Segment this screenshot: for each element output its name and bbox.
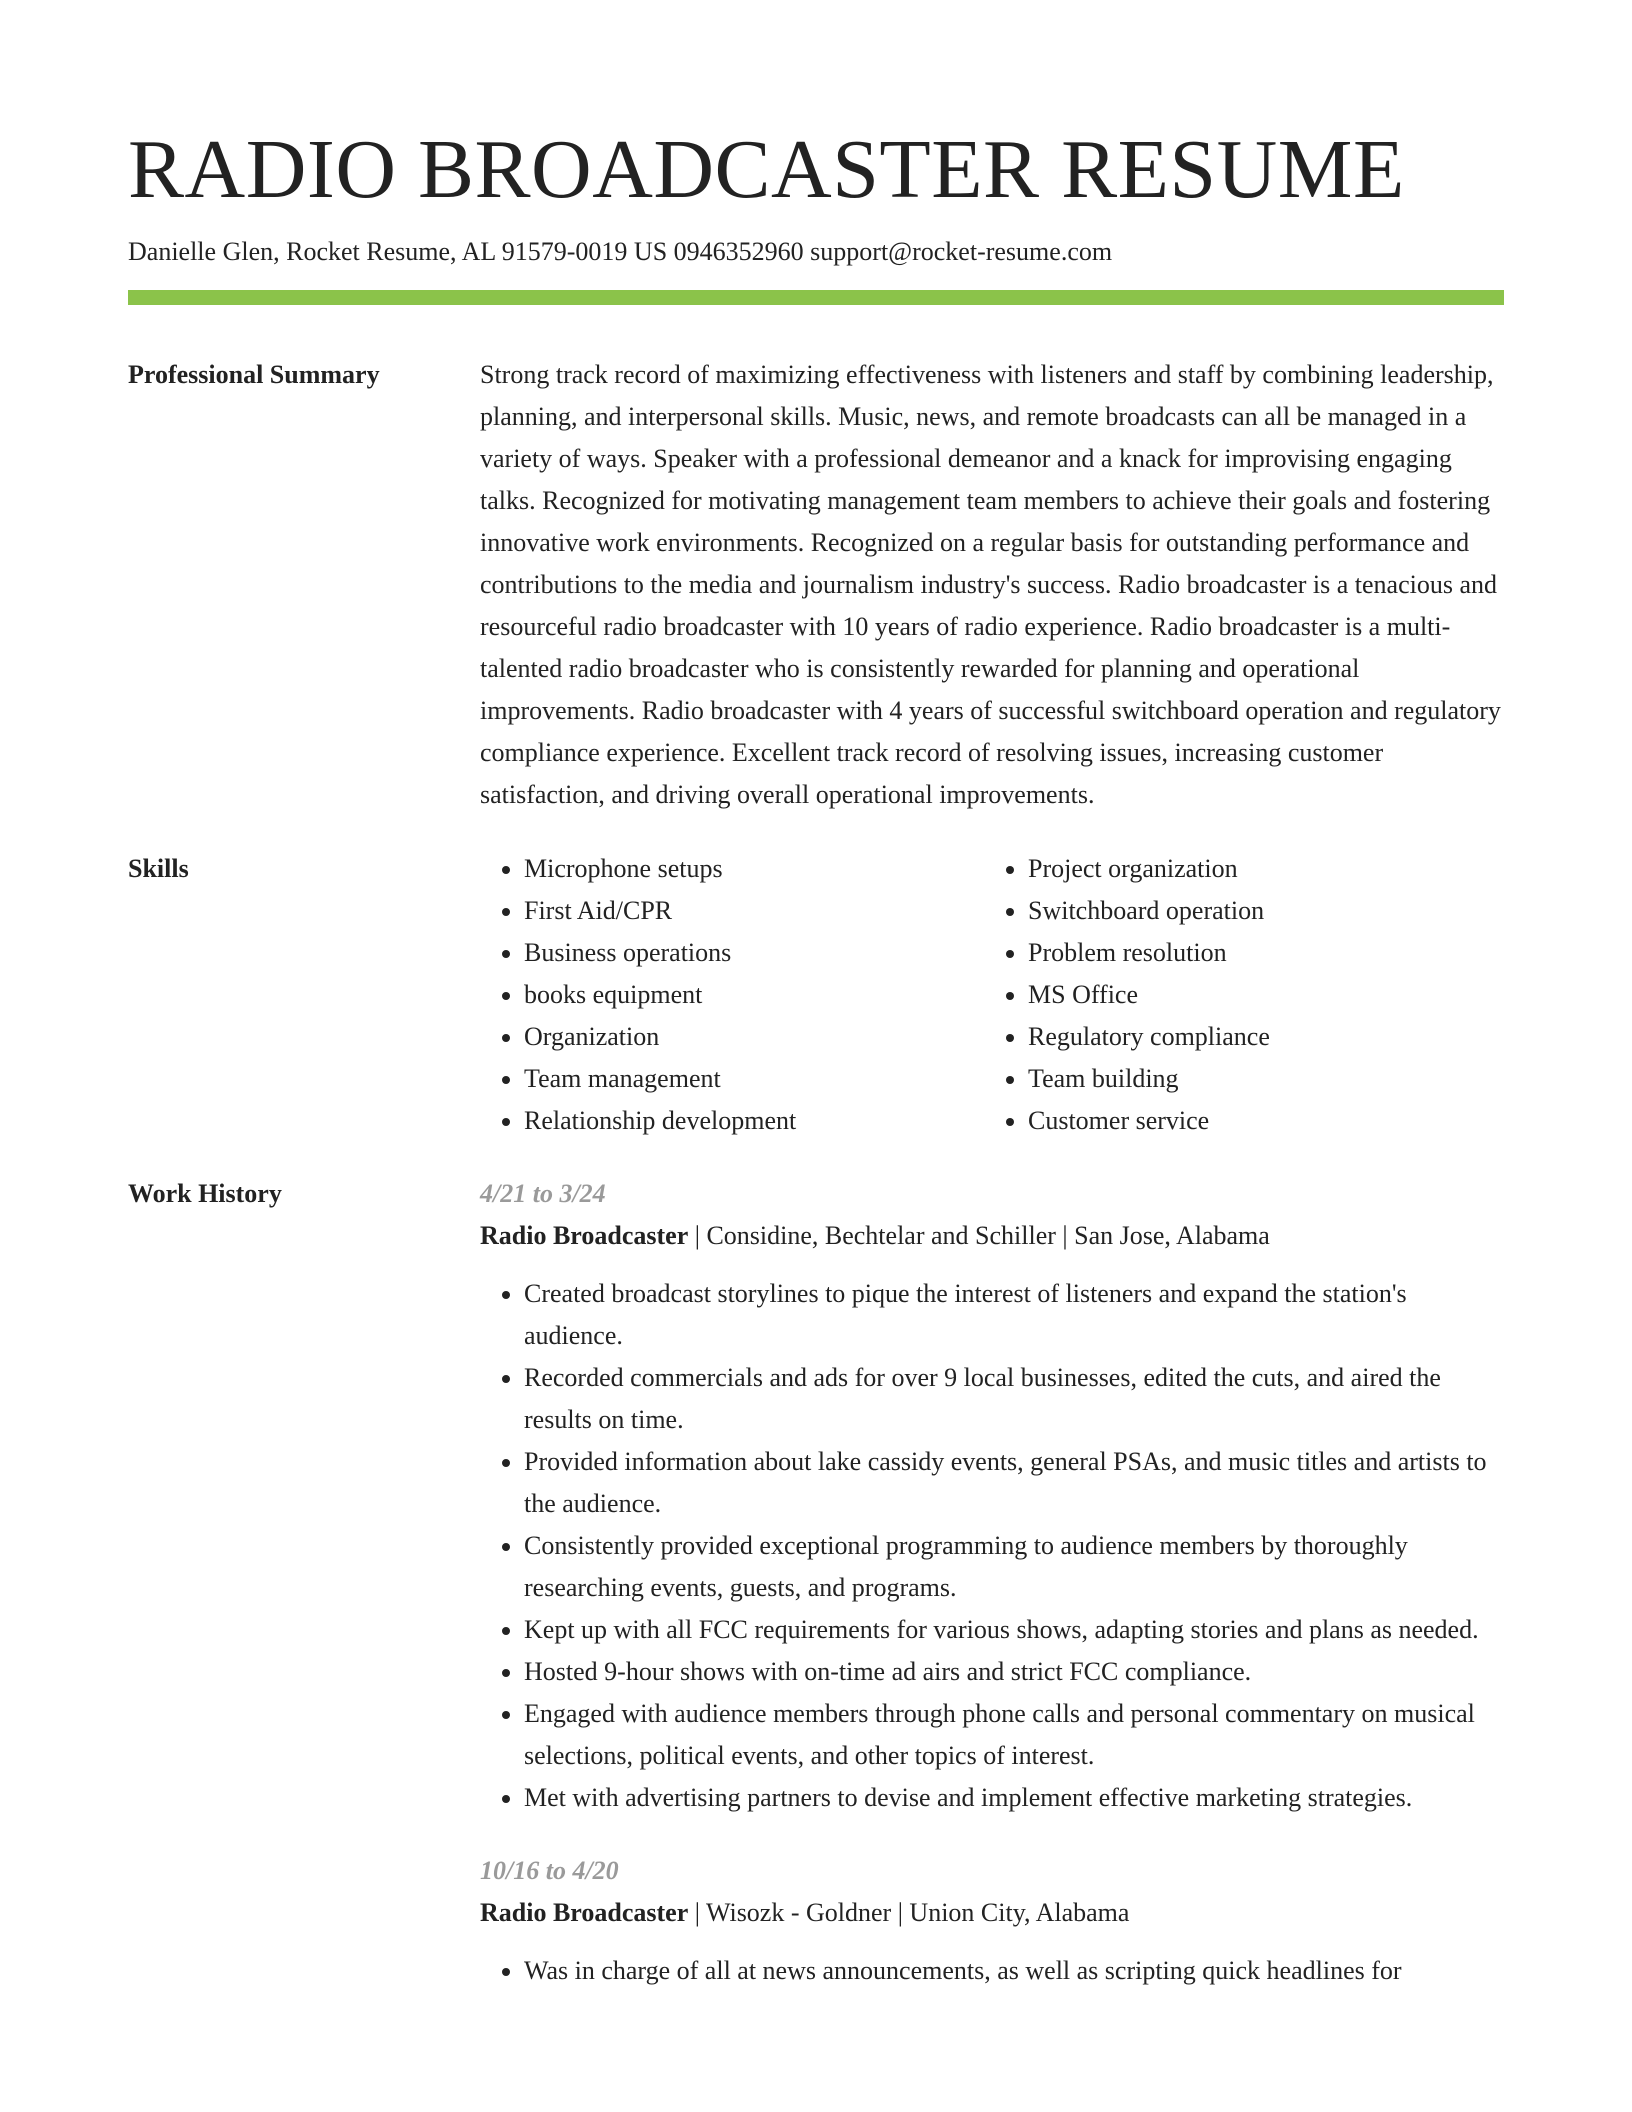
job-bullet: • Met with advertising partners to devise and implement effective marketing strategies. bbox=[524, 1777, 1504, 1819]
job-bullet: • Engaged with audience members through phone calls and personal commentary on musical selections, political events, and other topics of interest. bbox=[524, 1693, 1504, 1777]
job-heading bbox=[480, 1215, 1504, 1257]
skill-item: • First Aid/CPR bbox=[524, 890, 984, 932]
section-label-work-history: Work History bbox=[128, 1179, 282, 1208]
skill-item: • books equipment bbox=[524, 974, 984, 1016]
job-details: | Wisozk - Goldner | Union City, Alabama bbox=[688, 1898, 1130, 1927]
skill-item: • Regulatory compliance bbox=[1028, 1016, 1488, 1058]
resume-title: RADIO BROADCASTER RESUME bbox=[128, 123, 1405, 216]
work-history-section bbox=[128, 1173, 1504, 2023]
job-title: Radio Broadcaster bbox=[480, 1221, 689, 1250]
job-bullet: • Provided information about lake cassidy events, general PSAs, and music titles and artists to the audience. bbox=[524, 1441, 1504, 1525]
skill-item: • Organization bbox=[524, 1016, 984, 1058]
job-bullets bbox=[480, 1273, 1504, 1819]
job-bullet: • Hosted 9-hour shows with on-time ad airs and strict FCC compliance. bbox=[524, 1651, 1504, 1693]
skill-item: • Team management bbox=[524, 1058, 984, 1100]
accent-divider bbox=[128, 290, 1504, 305]
section-label-summary: Professional Summary bbox=[128, 360, 380, 389]
skills-list-left bbox=[480, 848, 984, 1142]
job-dates: 4/21 to 3/24 bbox=[480, 1179, 606, 1208]
skill-item: • Team building bbox=[1028, 1058, 1488, 1100]
job-dates: 10/16 to 4/20 bbox=[480, 1856, 619, 1885]
job-entry bbox=[480, 1173, 1504, 1819]
section-label-skills: Skills bbox=[128, 854, 189, 883]
job-details: | Considine, Bechtelar and Schiller | San Jose, Alabama bbox=[688, 1221, 1270, 1250]
skill-item: • Switchboard operation bbox=[1028, 890, 1488, 932]
skills-list-right bbox=[984, 848, 1488, 1142]
skill-item: • Business operations bbox=[524, 932, 984, 974]
job-entry bbox=[480, 1850, 1504, 1992]
job-bullet: • Consistently provided exceptional programming to audience members by thoroughly researching events, guests, and programs. bbox=[524, 1525, 1504, 1609]
summary-text: Strong track record of maximizing effectiveness with listeners and staff by combining leadership, planning, and interpersonal skills. Music, news, and remote broadcasts can all be managed in a variety of ways. Speaker with a professional demeanor and a knack for improvising engaging talks. Recognized for motivating management team members to achieve their goals and fostering innovative work environments. Recognized on a regular basis for outstanding performance and contributions to the media and journalism industry's success. Radio broadcaster is a tenacious and resourceful radio broadcaster with 10 years of radio experience. Radio broadcaster is a multi-talented radio broadcaster who is consistently rewarded for planning and operational improvements. Radio broadcaster with 4 years of successful switchboard operation and regulatory compliance experience. Excellent track record of resolving issues, increasing customer satisfaction, and driving overall operational improvements. bbox=[480, 360, 1501, 809]
job-bullet: • Kept up with all FCC requirements for various shows, adapting stories and plans as needed. bbox=[524, 1609, 1504, 1651]
resume-page bbox=[128, 118, 1504, 2023]
summary-section bbox=[128, 354, 1504, 816]
skill-item: • Relationship development bbox=[524, 1100, 984, 1142]
job-bullet: • Created broadcast storylines to pique the interest of listeners and expand the station's audience. bbox=[524, 1273, 1504, 1357]
skill-item: • Customer service bbox=[1028, 1100, 1488, 1142]
skill-item: • MS Office bbox=[1028, 974, 1488, 1016]
skill-item: • Microphone setups bbox=[524, 848, 984, 890]
skill-item: • Problem resolution bbox=[1028, 932, 1488, 974]
job-bullet: • Was in charge of all at news announcements, as well as scripting quick headlines for bbox=[524, 1950, 1504, 1992]
contact-line: Danielle Glen, Rocket Resume, AL 91579-0019 US 0946352960 support@rocket-resume.com bbox=[128, 237, 1113, 266]
job-bullets bbox=[480, 1950, 1504, 1992]
skills-section bbox=[128, 848, 1504, 1142]
job-title: Radio Broadcaster bbox=[480, 1898, 689, 1927]
skill-item: • Project organization bbox=[1028, 848, 1488, 890]
job-bullet: • Recorded commercials and ads for over 9 local businesses, edited the cuts, and aired the results on time. bbox=[524, 1357, 1504, 1441]
job-heading bbox=[480, 1892, 1504, 1934]
